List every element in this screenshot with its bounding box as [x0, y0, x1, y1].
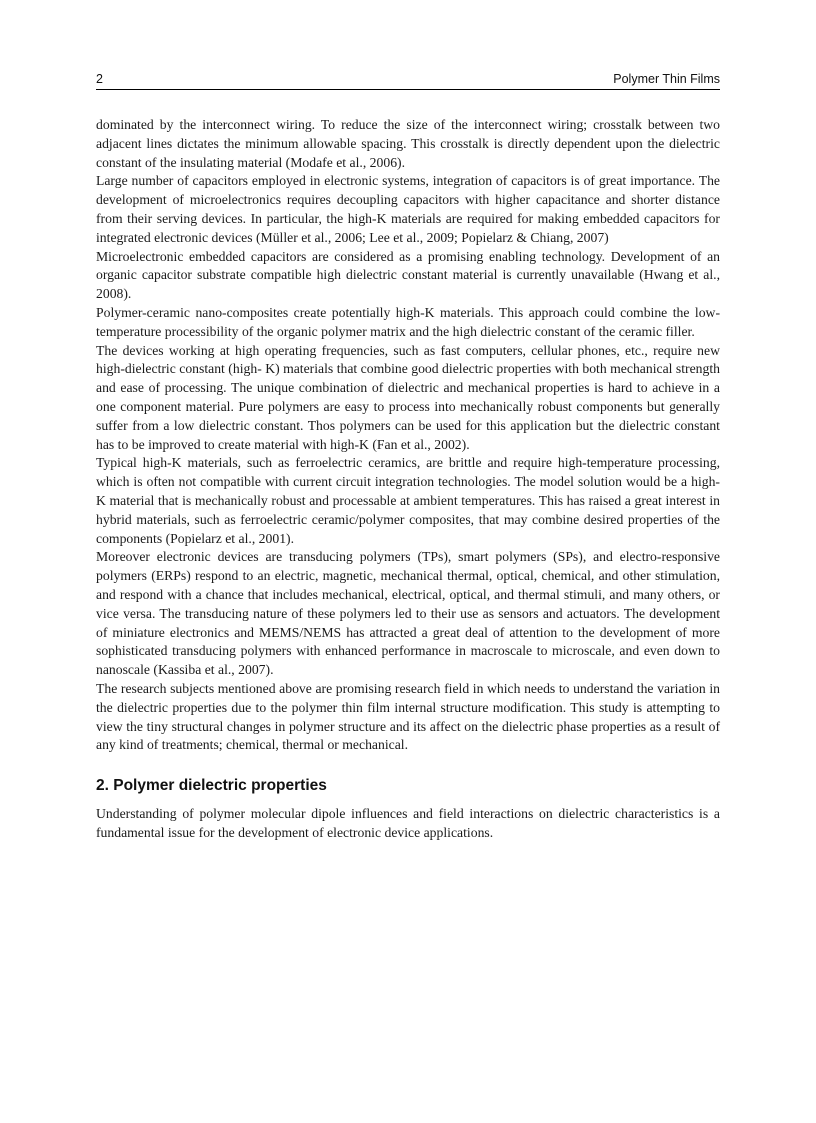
paragraph-ferroelectric-ceramics: Typical high-K materials, such as ferroelectric ceramics, are brittle and require high-temperature processing, which is often not compatible with current circuit integration technologies. The model solution would be a high-K material that is mechanically robust and processable at ambient temperatures. This has raised a great interest in hybrid materials, such as ferroelectric ceramic/polymer composites, that may combine desired properties of the components (Popielarz et al., 2001). — [96, 455, 720, 546]
section-heading: 2. Polymer dielectric properties — [96, 777, 327, 795]
paragraph-research-subjects: The research subjects mentioned above are promising research field in which needs to understand the variation in the dielectric properties due to the polymer thin film internal structure modification. This study is attempting to view the tiny structural changes in polymer structure and its affect on the dielectric phase properties as a result of any kind of treatments; chemical, thermal or mechanical. — [96, 680, 720, 753]
paragraph-nano-composites: Polymer-ceramic nano-composites create potentially high-K materials. This approach could combine the low-temperature processibility of the organic polymer matrix and the high dielectric constant of the ceramic filler. — [96, 304, 720, 339]
running-title: Polymer Thin Films — [613, 72, 720, 86]
paragraph-interconnect-crosstalk: dominated by the interconnect wiring. To reduce the size of the interconnect wiring; crosstalk between two adjacent lines dictates the minimum allowable spacing. This crosstalk is directly dependent upon the dielectric constant of the insulating material (Modafe et al., 2006). — [96, 117, 720, 170]
document-page — [96, 0, 720, 1123]
paragraph-section-intro: Understanding of polymer molecular dipole influences and field interactions on dielectric characteristics is a fundamental issue for the development of electronic device applications. — [96, 806, 720, 840]
body-text — [96, 116, 720, 843]
paragraph-high-frequency-devices: The devices working at high operating frequencies, such as fast computers, cellular phones, etc., require new high-dielectric constant (high- K) materials that combine good dielectric properties with both mechanical strength and ease of processing. The unique combination of dielectric and mechanical properties is hard to achieve in a one component material. Pure polymers are easy to process into mechanically robust components but generally suffer from a low dielectric constant. Thos polymers can be used for this application but the dielectric constant has to be improved to create material with high-K (Fan et al., 2002). — [96, 342, 720, 452]
running-header — [96, 72, 720, 90]
paragraph-capacitor-integration: Large number of capacitors employed in electronic systems, integration of capacitors is of great importance. The development of microelectronics requires decoupling capacitors with higher capacitance and shorter distance from their serving devices. In particular, the high-K materials are required for making embedded capacitors for integrated electronic devices (Müller et al., 2006; Lee et al., 2009; Popielarz & Chiang, 2007) — [96, 173, 720, 245]
paragraph-transducing-polymers: Moreover electronic devices are transducing polymers (TPs), smart polymers (SPs), and electro-responsive polymers (ERPs) respond to an electric, magnetic, mechanical thermal, optical, chemical, and other stimulation, and respond with a chance that includes mechanical, electrical, optical, and thermal stimuli, and many others, or vice versa. The transducing nature of these polymers led to their use as sensors and actuators. The development of miniature electronics and MEMS/NEMS has attracted a great deal of attention to the development of more sophisticated transducing polymers with enhanced performance in macroscale to microscale, and even down to nanoscale (Kassiba et al., 2007). — [96, 549, 720, 678]
paragraph-embedded-capacitors: Microelectronic embedded capacitors are considered as a promising enabling technology. Development of an organic capacitor substrate compatible high dielectric constant material is currently unavailable (Hwang et al., 2008). — [96, 248, 720, 302]
page-number: 2 — [96, 72, 103, 86]
